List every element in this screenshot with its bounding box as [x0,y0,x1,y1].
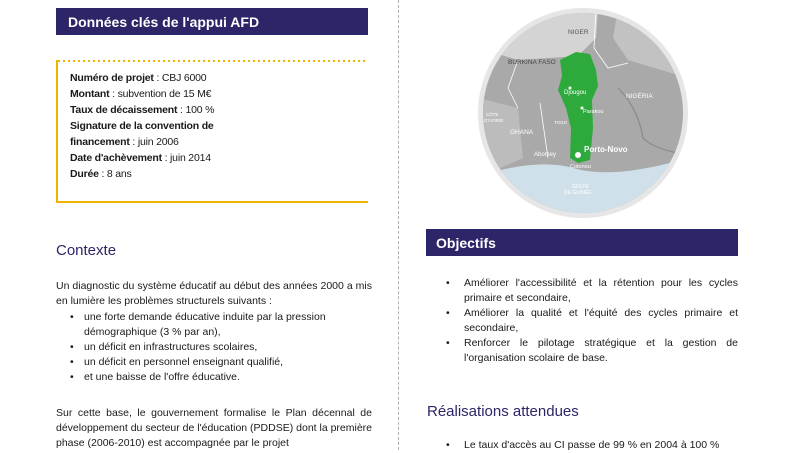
key-item: Date d'achèvement : juin 2014 [70,152,211,164]
list-item: • un déficit en personnel enseignant qualifié, [68,355,372,370]
map-label-golfe1: GOLFE [572,184,589,190]
map-label-abomey: Abomey [534,152,557,158]
contexte-heading: Contexte [56,242,117,259]
map-label-cote1: CÔTE [486,112,499,117]
map-label-cotonou: Cotonou [570,164,591,170]
key-item: Taux de décaissement : 100 % [70,104,215,116]
column-divider [398,0,399,450]
map-label-parakou: Parakou [583,109,604,115]
key-item: Numéro de projet : CBJ 6000 [70,72,207,84]
contexte-intro: Un diagnostic du système éducatif au début des années 2000 a mis en lumière les problèmes structurels suivants : [56,280,372,307]
benin-map [478,8,688,218]
key-data-box [56,60,368,203]
map-label-porto-novo: Porto-Novo [584,145,628,154]
list-item: • Améliorer l'accessibilité et la rétention pour les cycles primaire et secondaire, [426,276,738,306]
key-data-title: Données clés de l'appui AFD [68,13,260,30]
list-item: • Le taux d'accès au CI passe de 99 % en 2004 à 100 % [426,438,738,453]
map-label-nigeria: NIGÉRIA [626,93,653,100]
list-item: • une forte demande éducative induite par la pression démographique (3 % par an), [68,310,372,340]
map-label-burkina: BURKINA FASO [508,59,556,66]
capital-marker [575,152,581,158]
contexte-paragraph: Sur cette base, le gouvernement formalise le Plan décennal de développement du secteur de l'éducation (PDDSE) dont la première phase (2006-2010) est accompagnée par le projet [56,407,373,449]
list-item: • un déficit en infrastructures scolaires, [68,340,372,355]
realisations-heading: Réalisations attendues [427,403,579,420]
objectifs-header [426,229,738,256]
key-item: Durée : 8 ans [70,168,132,180]
map-label-djougou: Djougou [564,90,587,96]
list-item: • et une baisse de l'offre éducative. [68,370,372,385]
list-item: • Améliorer la qualité et l'équité des cycles primaire et secondaire, [426,306,738,336]
objectifs-list [426,276,738,366]
objectifs-title: Objectifs [436,234,496,251]
map-label-cote2: D'IVOIRE [484,118,504,123]
map-label-niger: NIGER [568,29,589,36]
list-item: • Renforcer le pilotage stratégique et la gestion de l'organisation scolaire de base. [426,336,738,366]
map-label-golfe2: DE GUINÉE [564,190,592,196]
key-item: Signature de la convention de financement : juin 2006 [70,120,214,148]
key-item: Montant : subvention de 15 M€ [70,88,212,100]
realisations-list [426,438,738,453]
map-label-ghana: GHANA [510,129,534,136]
key-data-header [56,8,368,35]
contexte-list [68,310,372,385]
map-label-togo: TOGO [554,120,568,125]
